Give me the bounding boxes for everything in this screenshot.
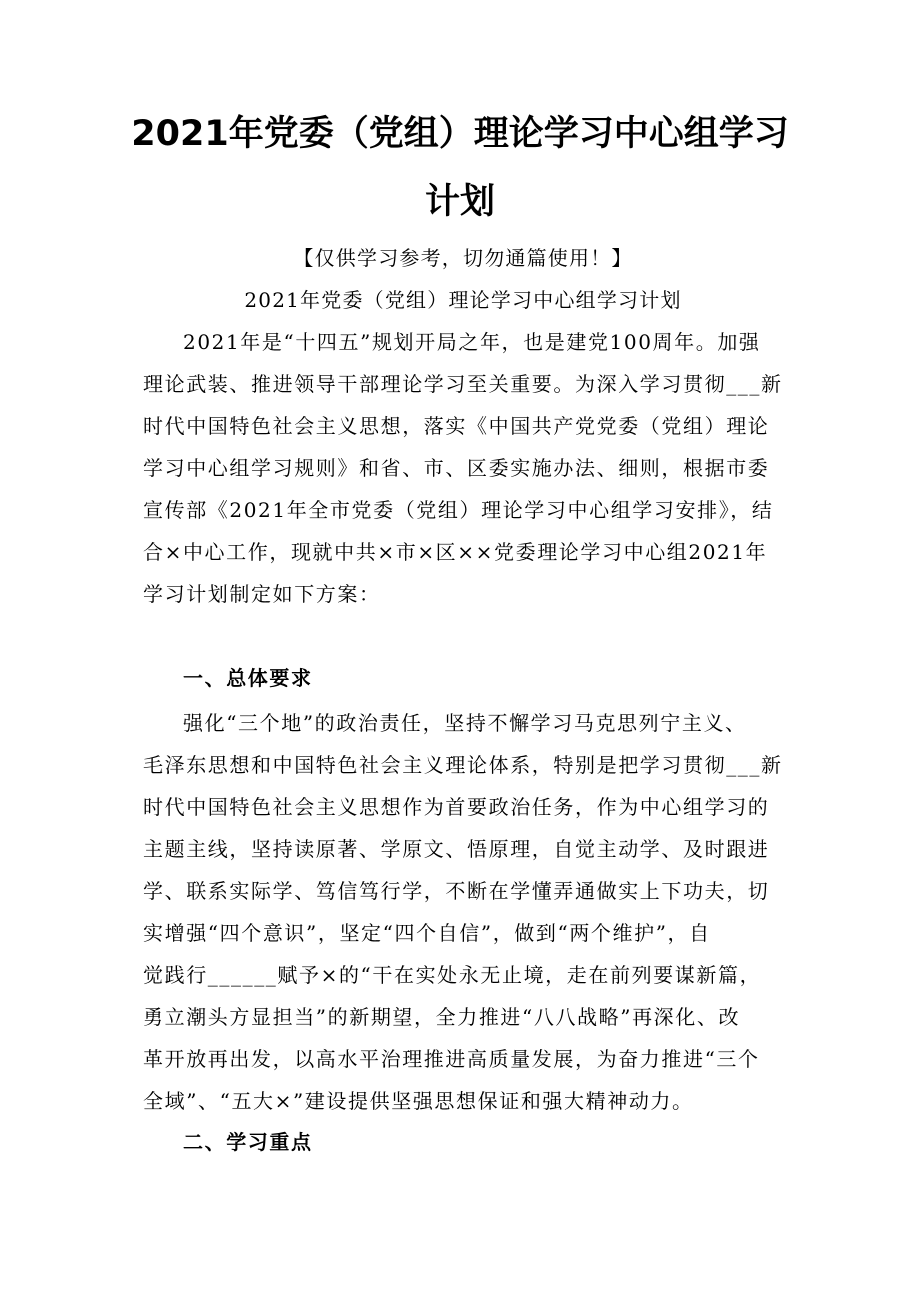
section-heading-general: 一、总体要求 [183, 666, 313, 690]
section1-line: 全域”、“五大×”建设提供坚强思想保证和强大精神动力。 [143, 1089, 694, 1113]
intro-line: 宣传部《2021年全市党委（党组）理论学习中心组学习安排》，结 [143, 498, 774, 522]
section1-line: 学、联系实际学、笃信笃行学，不断在学懂弄通做实上下功夫，切 [143, 879, 770, 903]
section1-line: 强化“三个地”的政治责任，坚持不懈学习马克思列宁主义、 [183, 711, 747, 735]
intro-line: 合×中心工作，现就中共×市×区××党委理论学习中心组2021年 [143, 540, 768, 564]
notice-text: 【仅供学习参考，切勿通篇使用！】 [293, 246, 633, 270]
section1-line: 觉践行______赋予×的“干在实处永无止境，走在前列要谋新篇， [143, 963, 762, 987]
intro-line: 学习中心组学习规则》和省、市、区委实施办法、细则，根据市委 [143, 456, 770, 480]
section1-line: 毛泽东思想和中国特色社会主义理论体系，特别是把学习贯彻___新 [143, 753, 783, 777]
section1-line: 勇立潮头方显担当”的新期望，全力推进“八八战略”再深化、改 [143, 1005, 741, 1029]
intro-line: 2021年是“十四五”规划开局之年，也是建党100周年。加强 [183, 330, 761, 354]
section-heading-focus: 二、学习重点 [183, 1130, 313, 1154]
section1-line: 革开放再出发，以高水平治理推进高质量发展，为奋力推进“三个 [143, 1047, 760, 1071]
document-title-line2: 计划 [424, 182, 495, 222]
section1-line: 实增强“四个意识”，坚定“四个自信”，做到“两个维护”，自 [143, 921, 711, 945]
document-title-line1: 2021年党委（党组）理论学习中心组学习 [131, 114, 789, 154]
intro-line: 学习计划制定如下方案： [143, 582, 381, 606]
intro-line: 理论武装、推进领导干部理论学习至关重要。为深入学习贯彻___新 [143, 372, 783, 396]
intro-line: 时代中国特色社会主义思想，落实《中国共产党党委（党组）理论 [143, 414, 770, 438]
section1-line: 主题主线，坚持读原著、学原文、悟原理，自觉主动学、及时跟进 [143, 837, 770, 861]
section1-line: 时代中国特色社会主义思想作为首要政治任务，作为中心组学习的 [143, 795, 770, 819]
document-subtitle: 2021年党委（党组）理论学习中心组学习计划 [244, 288, 682, 312]
